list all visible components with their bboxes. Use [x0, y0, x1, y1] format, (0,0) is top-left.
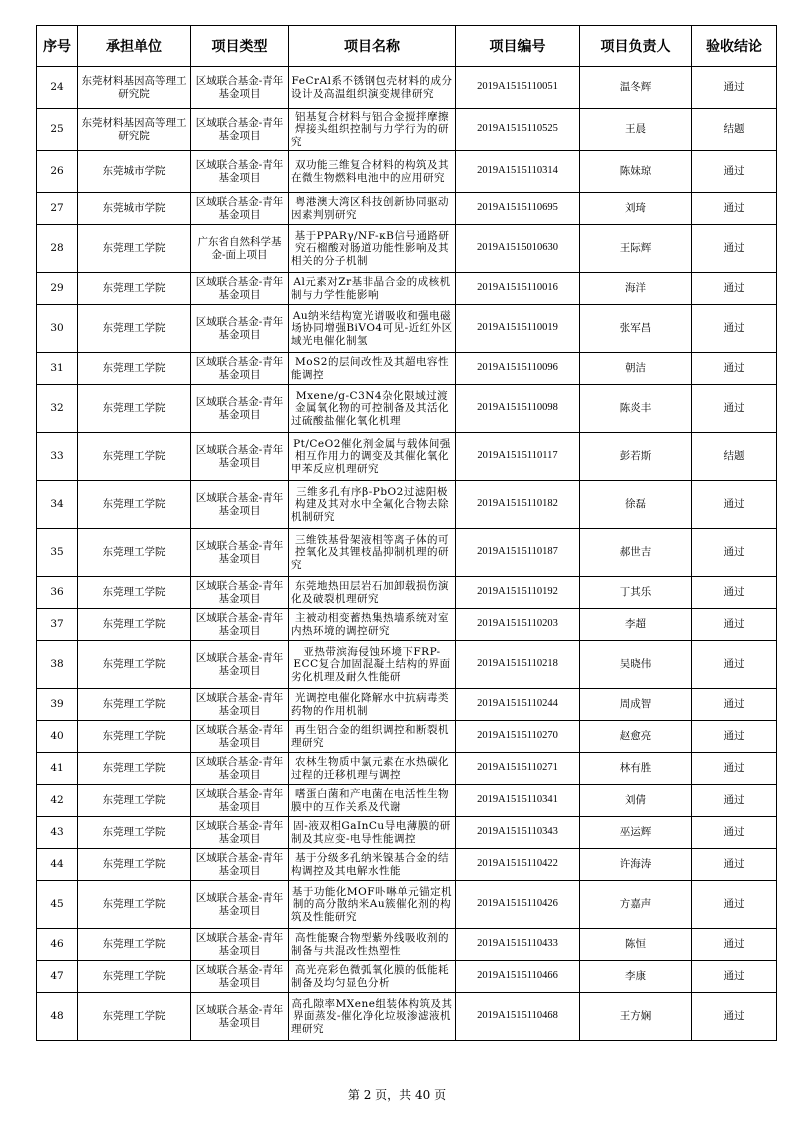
acceptance-result: 通过: [692, 609, 777, 641]
acceptance-result: 结题: [692, 433, 777, 481]
project-type: 区域联合基金-青年基金项目: [191, 849, 289, 881]
project-code: 2019A1515110019: [456, 305, 580, 353]
table-row: [37, 881, 777, 929]
project-type: 区域联合基金-青年基金项目: [191, 817, 289, 849]
project-code: 2019A1515110341: [456, 785, 580, 817]
header-leader: 项目负责人: [580, 26, 692, 67]
project-leader: 陈炎丰: [580, 385, 692, 433]
project-type: 区域联合基金-青年基金项目: [191, 193, 289, 225]
project-name: 基于PPARγ/NF-κB信号通路研究石榴酸对肠道功能性影响及其相关的分子机制: [289, 225, 456, 273]
project-code: 2019A1515110016: [456, 273, 580, 305]
project-type: 区域联合基金-青年基金项目: [191, 929, 289, 961]
table-row: [37, 529, 777, 577]
project-code: 2019A1515110096: [456, 353, 580, 385]
project-name: 亚热带滨海侵蚀环境下FRP-ECC复合加固混凝土结构的界面劣化机理及耐久性能研: [289, 641, 456, 689]
undertaking-unit: 东莞材料基因高等理工研究院: [78, 109, 191, 151]
row-number: 43: [37, 817, 78, 849]
row-number: 32: [37, 385, 78, 433]
project-leader: 张军昌: [580, 305, 692, 353]
acceptance-result: 通过: [692, 529, 777, 577]
project-leader: 陈恒: [580, 929, 692, 961]
project-name: 固-液双相GaInCu导电薄膜的研制及其应变-电导性能调控: [289, 817, 456, 849]
header-result: 验收结论: [692, 26, 777, 67]
row-number: 46: [37, 929, 78, 961]
undertaking-unit: 东莞理工学院: [78, 225, 191, 273]
table-row: [37, 151, 777, 193]
header-type: 项目类型: [191, 26, 289, 67]
table-row: [37, 193, 777, 225]
project-name: 再生铝合金的组织调控和断裂机理研究: [289, 721, 456, 753]
project-type: 区域联合基金-青年基金项目: [191, 273, 289, 305]
project-code: 2019A1515110244: [456, 689, 580, 721]
project-type: 区域联合基金-青年基金项目: [191, 529, 289, 577]
table-row: [37, 67, 777, 109]
acceptance-result: 通过: [692, 225, 777, 273]
acceptance-result: 通过: [692, 817, 777, 849]
acceptance-result: 通过: [692, 67, 777, 109]
undertaking-unit: 东莞理工学院: [78, 849, 191, 881]
undertaking-unit: 东莞理工学院: [78, 993, 191, 1041]
undertaking-unit: 东莞城市学院: [78, 193, 191, 225]
table-row: [37, 305, 777, 353]
project-acceptance-table: [36, 25, 777, 1041]
project-name: FeCrAl系不锈钢包壳材料的成分设计及高温组织演变规律研究: [289, 67, 456, 109]
table-row: [37, 817, 777, 849]
row-number: 45: [37, 881, 78, 929]
acceptance-result: 通过: [692, 881, 777, 929]
project-code: 2019A1515110117: [456, 433, 580, 481]
row-number: 26: [37, 151, 78, 193]
acceptance-result: 通过: [692, 849, 777, 881]
project-name: 嗜蛋白菌和产电菌在电活性生物膜中的互作关系及代谢: [289, 785, 456, 817]
undertaking-unit: 东莞材料基因高等理工研究院: [78, 67, 191, 109]
acceptance-result: 通过: [692, 961, 777, 993]
acceptance-result: 通过: [692, 641, 777, 689]
table-row: [37, 993, 777, 1041]
project-leader: 温冬辉: [580, 67, 692, 109]
project-type: 区域联合基金-青年基金项目: [191, 305, 289, 353]
project-code: 2019A1515110343: [456, 817, 580, 849]
project-name: MoS2的层间改性及其超电容性能调控: [289, 353, 456, 385]
project-leader: 吴晓伟: [580, 641, 692, 689]
row-number: 34: [37, 481, 78, 529]
project-leader: 刘倩: [580, 785, 692, 817]
row-number: 35: [37, 529, 78, 577]
acceptance-result: 通过: [692, 689, 777, 721]
undertaking-unit: 东莞理工学院: [78, 881, 191, 929]
table-row: [37, 225, 777, 273]
row-number: 42: [37, 785, 78, 817]
project-code: 2019A1515110695: [456, 193, 580, 225]
acceptance-result: 通过: [692, 993, 777, 1041]
project-name: 粤港澳大湾区科技创新协同驱动因素判别研究: [289, 193, 456, 225]
acceptance-result: 通过: [692, 273, 777, 305]
row-number: 41: [37, 753, 78, 785]
project-code: 2019A1515110314: [456, 151, 580, 193]
table-row: [37, 273, 777, 305]
project-leader: 彭若斯: [580, 433, 692, 481]
project-name: Mxene/g-C3N4杂化限域过渡金属氧化物的可控制备及其活化过硫酸盐催化氧化机理: [289, 385, 456, 433]
undertaking-unit: 东莞理工学院: [78, 929, 191, 961]
project-name: Au纳米结构宽光谱吸收和强电磁场协同增强BiVO4可见-近红外区域光电催化制氢: [289, 305, 456, 353]
project-name: 农林生物质中氯元素在水热碳化过程的迁移机理与调控: [289, 753, 456, 785]
project-type: 区域联合基金-青年基金项目: [191, 385, 289, 433]
project-leader: 王晨: [580, 109, 692, 151]
table-row: [37, 929, 777, 961]
undertaking-unit: 东莞理工学院: [78, 817, 191, 849]
project-leader: 林有胜: [580, 753, 692, 785]
table-row: [37, 689, 777, 721]
project-name: 三维多孔有序β-PbO2过滤阳极构建及其对水中全氟化合物去除机制研究: [289, 481, 456, 529]
table-row: [37, 577, 777, 609]
project-leader: 李康: [580, 961, 692, 993]
table-row: [37, 385, 777, 433]
undertaking-unit: 东莞理工学院: [78, 785, 191, 817]
project-name: 基于分级多孔纳米镍基合金的结构调控及其电解水性能: [289, 849, 456, 881]
project-leader: 方嘉声: [580, 881, 692, 929]
row-number: 48: [37, 993, 78, 1041]
project-type: 区域联合基金-青年基金项目: [191, 109, 289, 151]
table-row: [37, 353, 777, 385]
project-type: 区域联合基金-青年基金项目: [191, 481, 289, 529]
table-row: [37, 721, 777, 753]
project-leader: 丁其乐: [580, 577, 692, 609]
row-number: 37: [37, 609, 78, 641]
project-name: 东莞地热田层岩石加卸载损伤演化及破裂机理研究: [289, 577, 456, 609]
row-number: 40: [37, 721, 78, 753]
project-name: 高性能聚合物型紫外线吸收剂的制备与共混改性热塑性: [289, 929, 456, 961]
project-name: 高孔隙率MXene组装体构筑及其界面蒸发-催化净化垃圾渗滤液机理研究: [289, 993, 456, 1041]
project-name: 基于功能化MOF卟啉单元锚定机制的高分散纳米Au簇催化剂的构筑及性能研究: [289, 881, 456, 929]
undertaking-unit: 东莞理工学院: [78, 721, 191, 753]
project-type: 区域联合基金-青年基金项目: [191, 721, 289, 753]
header-name: 项目名称: [289, 26, 456, 67]
project-name: 铝基复合材料与铝合金搅拌摩擦焊接头组织控制与力学行为的研究: [289, 109, 456, 151]
header-unit: 承担单位: [78, 26, 191, 67]
row-number: 44: [37, 849, 78, 881]
table-row: [37, 433, 777, 481]
project-code: 2019A1515110051: [456, 67, 580, 109]
project-name: 主被动相变蓄热集热墙系统对室内热环境的调控研究: [289, 609, 456, 641]
project-type: 区域联合基金-青年基金项目: [191, 689, 289, 721]
undertaking-unit: 东莞理工学院: [78, 273, 191, 305]
project-leader: 海洋: [580, 273, 692, 305]
project-leader: 王际辉: [580, 225, 692, 273]
project-leader: 陈妹琼: [580, 151, 692, 193]
project-name: 高光亮彩色微弧氧化膜的低能耗制备及均匀显色分析: [289, 961, 456, 993]
undertaking-unit: 东莞理工学院: [78, 577, 191, 609]
table-row: [37, 753, 777, 785]
project-leader: 朝洁: [580, 353, 692, 385]
table-row: [37, 609, 777, 641]
acceptance-result: 通过: [692, 929, 777, 961]
row-number: 24: [37, 67, 78, 109]
project-name: 双功能三维复合材料的构筑及其在微生物燃料电池中的应用研究: [289, 151, 456, 193]
acceptance-result: 通过: [692, 753, 777, 785]
project-type: 区域联合基金-青年基金项目: [191, 151, 289, 193]
row-number: 36: [37, 577, 78, 609]
project-leader: 刘琦: [580, 193, 692, 225]
undertaking-unit: 东莞理工学院: [78, 433, 191, 481]
acceptance-result: 通过: [692, 721, 777, 753]
project-code: 2019A1515110187: [456, 529, 580, 577]
project-type: 区域联合基金-青年基金项目: [191, 577, 289, 609]
project-type: 区域联合基金-青年基金项目: [191, 353, 289, 385]
undertaking-unit: 东莞理工学院: [78, 481, 191, 529]
project-code: 2019A1515110422: [456, 849, 580, 881]
acceptance-result: 通过: [692, 193, 777, 225]
row-number: 30: [37, 305, 78, 353]
undertaking-unit: 东莞理工学院: [78, 689, 191, 721]
acceptance-result: 通过: [692, 385, 777, 433]
project-type: 区域联合基金-青年基金项目: [191, 641, 289, 689]
project-type: 区域联合基金-青年基金项目: [191, 609, 289, 641]
project-type: 区域联合基金-青年基金项目: [191, 67, 289, 109]
row-number: 31: [37, 353, 78, 385]
undertaking-unit: 东莞理工学院: [78, 305, 191, 353]
project-name: Pt/CeO2催化剂金属与载体间强相互作用力的调变及其催化氧化甲苯反应机理研究: [289, 433, 456, 481]
table-row: [37, 641, 777, 689]
undertaking-unit: 东莞理工学院: [78, 609, 191, 641]
acceptance-result: 通过: [692, 353, 777, 385]
project-code: 2019A1515110426: [456, 881, 580, 929]
page-footer: 第 2 页，共 40 页: [347, 1088, 447, 1102]
project-code: 2019A1515110466: [456, 961, 580, 993]
project-leader: 巫运辉: [580, 817, 692, 849]
table-row: [37, 109, 777, 151]
acceptance-result: 通过: [692, 151, 777, 193]
project-code: 2019A1515110182: [456, 481, 580, 529]
table-row: [37, 849, 777, 881]
project-type: 广东省自然科学基金-面上项目: [191, 225, 289, 273]
project-code: 2019A1515110271: [456, 753, 580, 785]
project-type: 区域联合基金-青年基金项目: [191, 753, 289, 785]
header-row: [37, 26, 777, 67]
table-row: [37, 481, 777, 529]
table-row: [37, 785, 777, 817]
project-leader: 王方娴: [580, 993, 692, 1041]
header-code: 项目编号: [456, 26, 580, 67]
project-code: 2019A1515110192: [456, 577, 580, 609]
project-leader: 李超: [580, 609, 692, 641]
project-type: 区域联合基金-青年基金项目: [191, 993, 289, 1041]
undertaking-unit: 东莞理工学院: [78, 641, 191, 689]
undertaking-unit: 东莞理工学院: [78, 753, 191, 785]
project-name: 光调控电催化降解水中抗病毒类药物的作用机制: [289, 689, 456, 721]
project-code: 2019A1515110433: [456, 929, 580, 961]
undertaking-unit: 东莞理工学院: [78, 529, 191, 577]
acceptance-result: 通过: [692, 785, 777, 817]
undertaking-unit: 东莞理工学院: [78, 961, 191, 993]
acceptance-result: 通过: [692, 305, 777, 353]
project-type: 区域联合基金-青年基金项目: [191, 785, 289, 817]
project-leader: 徐磊: [580, 481, 692, 529]
project-code: 2019A1515110203: [456, 609, 580, 641]
project-code: 2019A1515010630: [456, 225, 580, 273]
project-code: 2019A1515110098: [456, 385, 580, 433]
acceptance-result: 结题: [692, 109, 777, 151]
project-code: 2019A1515110525: [456, 109, 580, 151]
header-no: 序号: [37, 26, 78, 67]
project-name: Al元素对Zr基非晶合金的成核机制与力学性能影响: [289, 273, 456, 305]
project-type: 区域联合基金-青年基金项目: [191, 433, 289, 481]
undertaking-unit: 东莞理工学院: [78, 385, 191, 433]
row-number: 29: [37, 273, 78, 305]
project-code: 2019A1515110270: [456, 721, 580, 753]
project-code: 2019A1515110218: [456, 641, 580, 689]
row-number: 39: [37, 689, 78, 721]
row-number: 33: [37, 433, 78, 481]
project-name: 三维铁基骨架液相等离子体的可控氧化及其锂枝晶抑制机理的研究: [289, 529, 456, 577]
row-number: 27: [37, 193, 78, 225]
project-leader: 许海涛: [580, 849, 692, 881]
project-type: 区域联合基金-青年基金项目: [191, 881, 289, 929]
table-row: [37, 961, 777, 993]
project-leader: 郝世吉: [580, 529, 692, 577]
row-number: 47: [37, 961, 78, 993]
row-number: 25: [37, 109, 78, 151]
project-type: 区域联合基金-青年基金项目: [191, 961, 289, 993]
project-leader: 赵愈亮: [580, 721, 692, 753]
undertaking-unit: 东莞城市学院: [78, 151, 191, 193]
undertaking-unit: 东莞理工学院: [78, 353, 191, 385]
row-number: 28: [37, 225, 78, 273]
project-code: 2019A1515110468: [456, 993, 580, 1041]
project-leader: 周成智: [580, 689, 692, 721]
row-number: 38: [37, 641, 78, 689]
acceptance-result: 通过: [692, 481, 777, 529]
acceptance-result: 通过: [692, 577, 777, 609]
